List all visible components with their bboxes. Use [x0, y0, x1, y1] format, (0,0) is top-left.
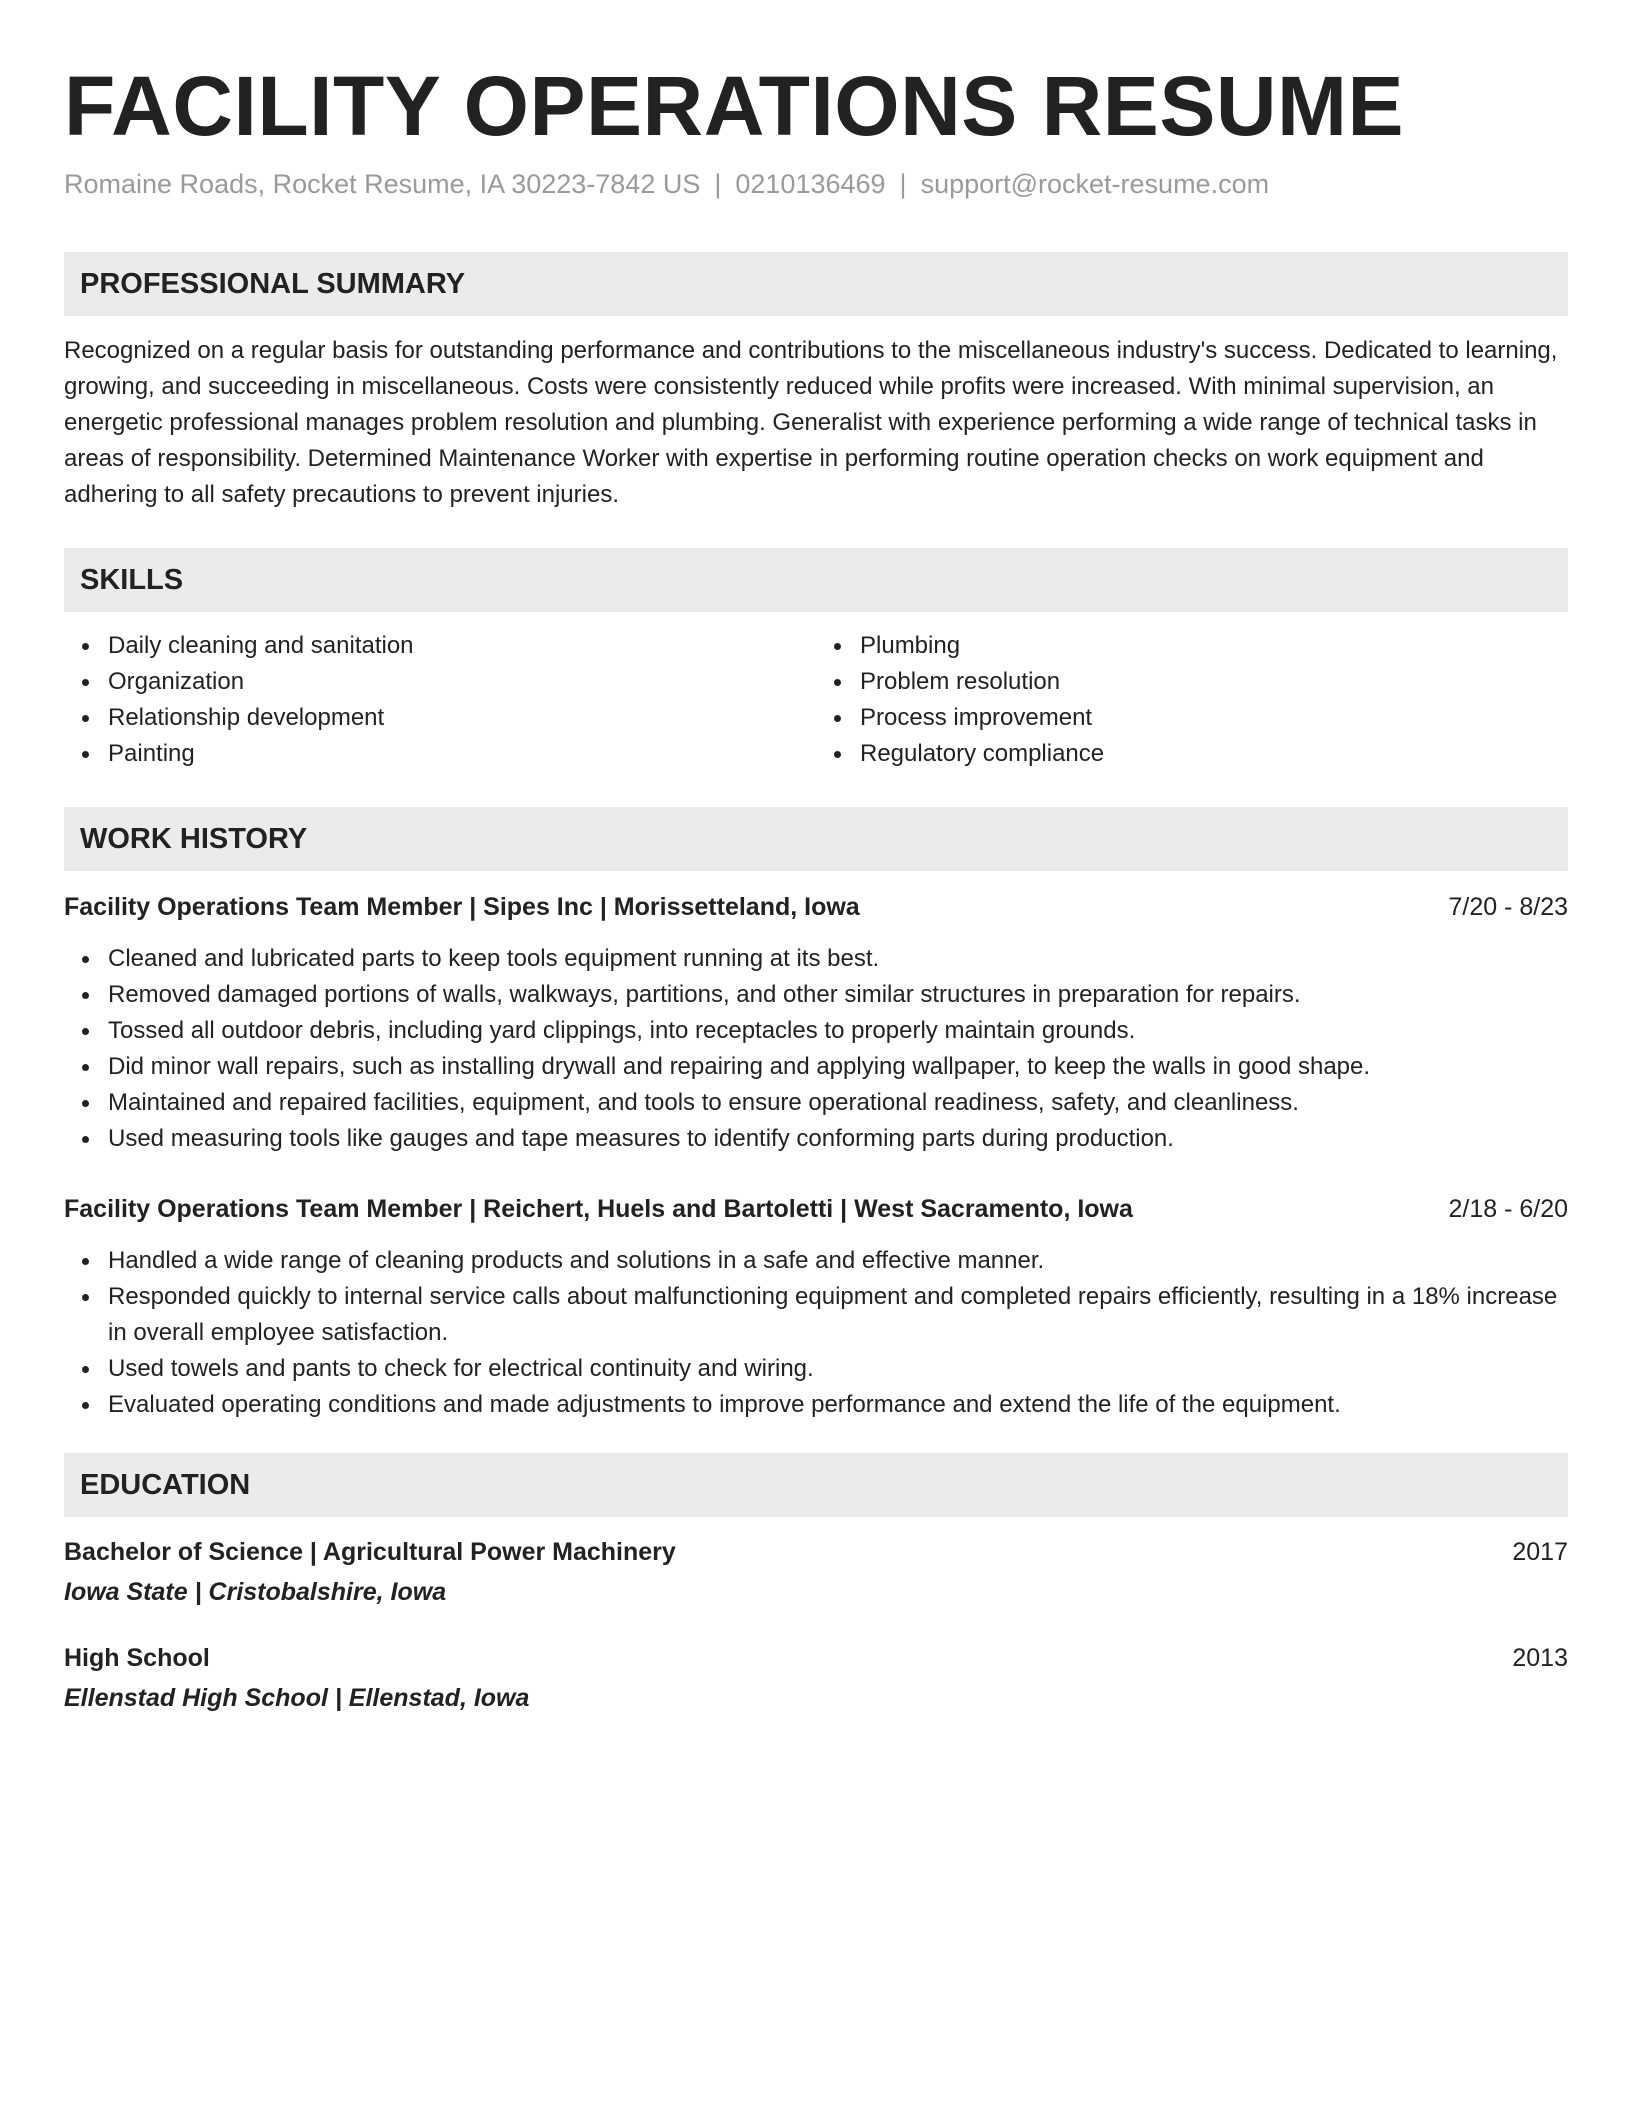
- bullet-icon: [834, 679, 841, 686]
- bullet-icon: [82, 1028, 89, 1035]
- job-bullet: Evaluated operating conditions and made adjustments to improve performance and extend the life of the equipment.: [64, 1387, 1568, 1423]
- job-entry: [64, 889, 1568, 1157]
- job-bullets: [64, 941, 1568, 1157]
- job-bullet: Maintained and repaired facilities, equipment, and tools to ensure operational readiness, safety, and cleanliness.: [64, 1085, 1568, 1121]
- section-heading-work-history: WORK HISTORY: [64, 807, 1568, 871]
- contact-line: [64, 166, 1568, 202]
- skills-column-right: [816, 628, 1568, 772]
- bullet-icon: [82, 1258, 89, 1265]
- bullet-icon: [82, 1100, 89, 1107]
- bullet-icon: [82, 1064, 89, 1071]
- job-title: Facility Operations Team Member | Reichert, Huels and Bartoletti | West Sacramento, Iowa: [64, 1195, 1133, 1223]
- bullet-icon: [82, 1136, 89, 1143]
- skill-item: Daily cleaning and sanitation: [64, 628, 816, 664]
- bullet-icon: [834, 643, 841, 650]
- contact-email: support@rocket-resume.com: [920, 169, 1270, 199]
- section-heading-summary: PROFESSIONAL SUMMARY: [64, 252, 1568, 316]
- job-bullet: Removed damaged portions of walls, walkways, partitions, and other similar structures in preparation for repairs.: [64, 977, 1568, 1013]
- bullet-icon: [82, 1402, 89, 1409]
- job-bullet: Handled a wide range of cleaning products and solutions in a safe and effective manner.: [64, 1243, 1568, 1279]
- contact-separator: |: [899, 169, 907, 199]
- job-entry: [64, 1191, 1568, 1423]
- skill-item: Regulatory compliance: [816, 736, 1568, 772]
- education-header: [64, 1640, 1568, 1676]
- education-entry: [64, 1534, 1568, 1610]
- resume-title: FACILITY OPERATIONS RESUME: [64, 59, 1405, 153]
- job-bullet: Cleaned and lubricated parts to keep tools equipment running at its best.: [64, 941, 1568, 977]
- skill-item: Process improvement: [816, 700, 1568, 736]
- education-school: Iowa State | Cristobalshire, Iowa: [64, 1578, 447, 1606]
- education-year: 2017: [1512, 1538, 1568, 1566]
- bullet-icon: [834, 715, 841, 722]
- bullet-icon: [834, 751, 841, 758]
- job-bullet: Tossed all outdoor debris, including yard clippings, into receptacles to properly maintain grounds.: [64, 1013, 1568, 1049]
- education-school: Ellenstad High School | Ellenstad, Iowa: [64, 1684, 530, 1712]
- job-dates: 7/20 - 8/23: [1448, 893, 1568, 921]
- job-bullet: Used measuring tools like gauges and tape measures to identify conforming parts during production.: [64, 1121, 1568, 1157]
- contact-separator: |: [714, 169, 722, 199]
- skill-item: Plumbing: [816, 628, 1568, 664]
- contact-phone: 0210136469: [735, 169, 886, 199]
- job-bullets: [64, 1243, 1568, 1423]
- section-heading-skills: SKILLS: [64, 548, 1568, 612]
- section-heading-education: EDUCATION: [64, 1453, 1568, 1517]
- skill-item: Problem resolution: [816, 664, 1568, 700]
- resume-page: [64, 56, 1568, 1716]
- summary-text: Recognized on a regular basis for outstanding performance and contributions to the miscellaneous industry's success. Dedicated to learning, growing, and succeeding in miscellaneous. Costs were consistently reduced while profits were increased. With minimal supervision, an energetic professional manages problem resolution and plumbing. Generalist with experience performing a wide range of technical tasks in areas of responsibility. Determined Maintenance Worker with expertise in performing routine operation checks on work equipment and adhering to all safety precautions to prevent injuries.: [64, 337, 1558, 508]
- job-bullet: Did minor wall repairs, such as installing drywall and repairing and applying wallpaper, to keep the walls in good shape.: [64, 1049, 1568, 1085]
- job-header: [64, 1191, 1568, 1227]
- bullet-icon: [82, 715, 89, 722]
- education-degree: High School: [64, 1644, 210, 1672]
- bullet-icon: [82, 992, 89, 999]
- bullet-icon: [82, 643, 89, 650]
- education-header: [64, 1534, 1568, 1570]
- bullet-icon: [82, 679, 89, 686]
- bullet-icon: [82, 956, 89, 963]
- skill-item: Organization: [64, 664, 816, 700]
- bullet-icon: [82, 1294, 89, 1301]
- bullet-icon: [82, 1366, 89, 1373]
- contact-address: Romaine Roads, Rocket Resume, IA 30223-7842 US: [64, 169, 701, 199]
- skills-column-left: [64, 628, 816, 772]
- job-bullet: Used towels and pants to check for electrical continuity and wiring.: [64, 1351, 1568, 1387]
- job-header: [64, 889, 1568, 925]
- skills-grid: [64, 628, 1568, 772]
- job-dates: 2/18 - 6/20: [1448, 1195, 1568, 1223]
- job-bullet: Responded quickly to internal service calls about malfunctioning equipment and completed repairs efficiently, resulting in a 18% increase in overall employee satisfaction.: [64, 1279, 1568, 1351]
- education-entry: [64, 1640, 1568, 1716]
- skill-item: Painting: [64, 736, 816, 772]
- education-degree: Bachelor of Science | Agricultural Power Machinery: [64, 1538, 676, 1566]
- skill-item: Relationship development: [64, 700, 816, 736]
- bullet-icon: [82, 751, 89, 758]
- education-year: 2013: [1512, 1644, 1568, 1672]
- job-title: Facility Operations Team Member | Sipes Inc | Morissetteland, Iowa: [64, 893, 860, 921]
